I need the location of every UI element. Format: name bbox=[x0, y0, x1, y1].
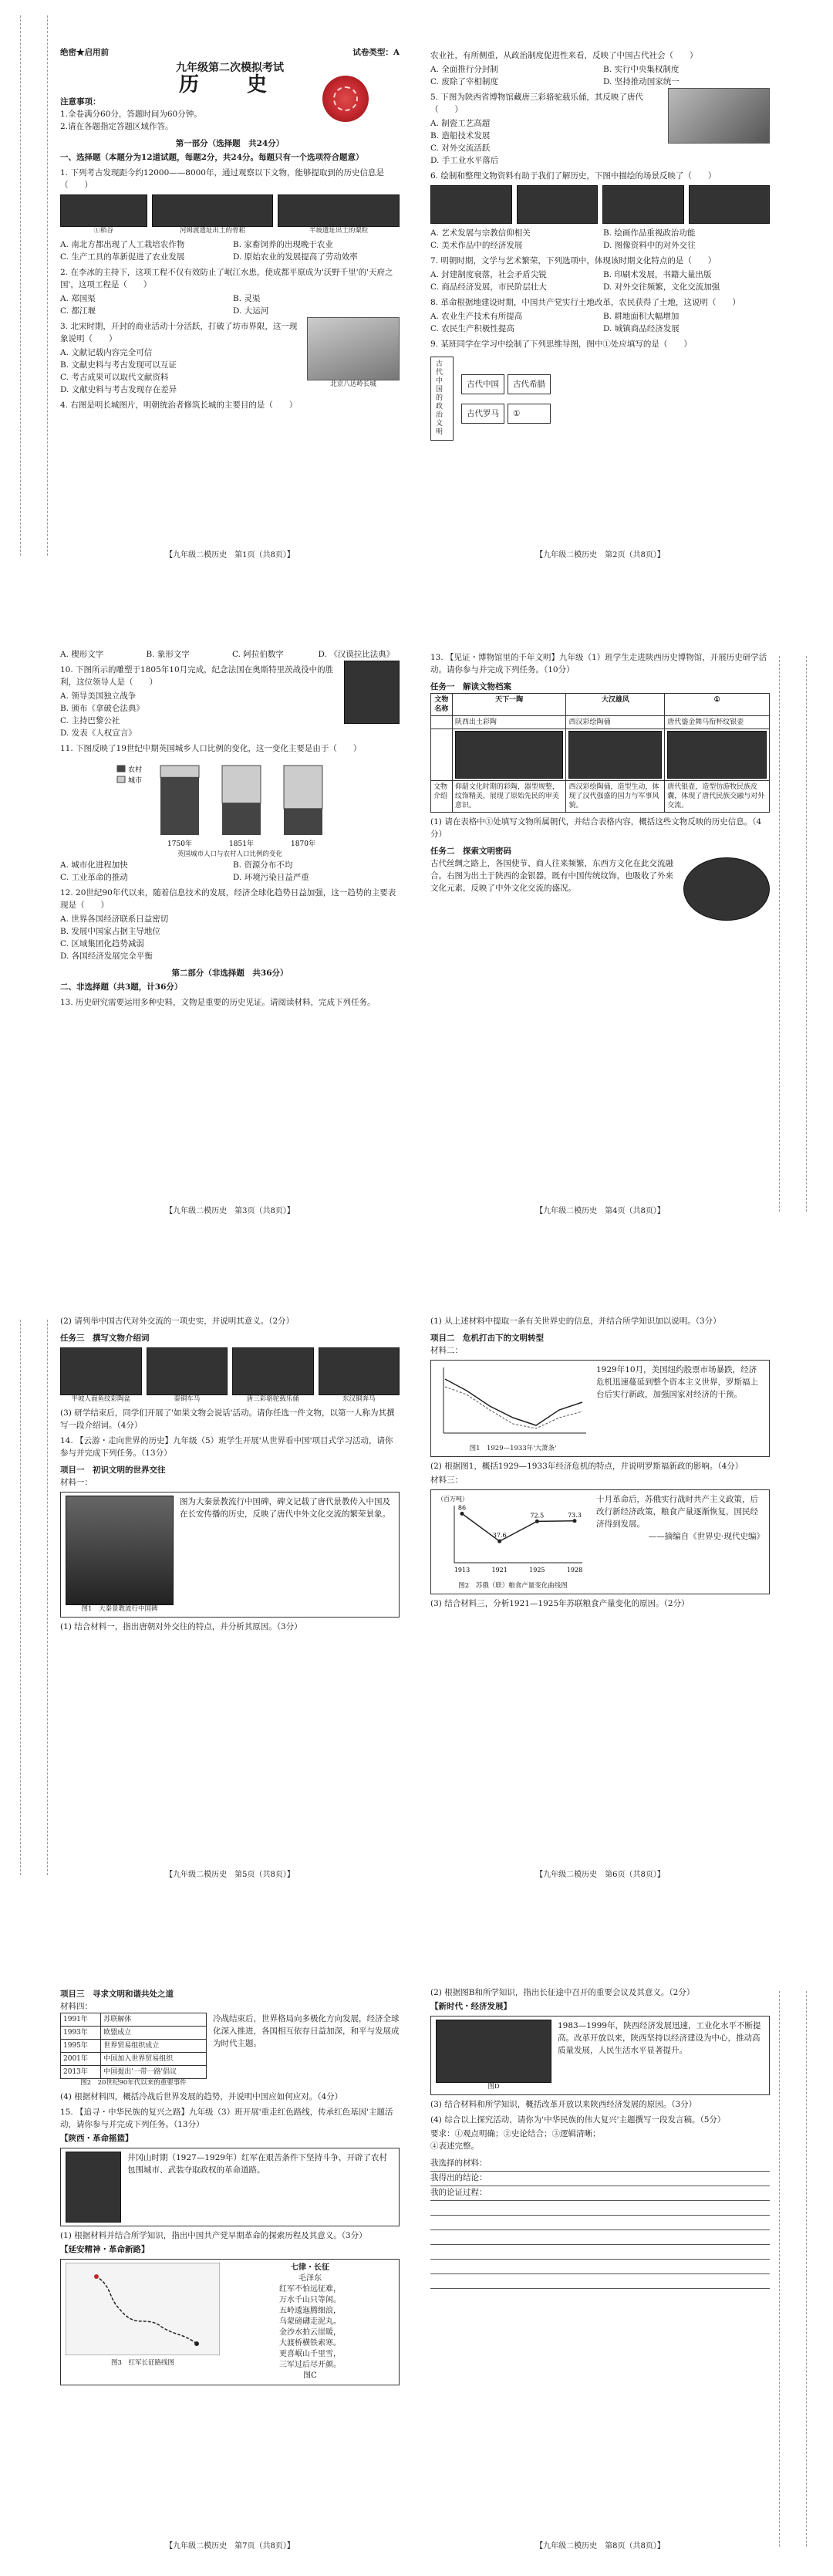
question-3: 3. 北宋时期，开封的商业活动十分活跃，打破了坊市界限，这一现象说明（ ） bbox=[60, 322, 298, 343]
answer-line[interactable]: 我选择的材料： bbox=[430, 2157, 770, 2172]
mind-map-center: 古代中国的政治文明 bbox=[430, 357, 454, 441]
rice-grain-image bbox=[60, 194, 147, 227]
option: B. 发展中国家占据主导地位 bbox=[60, 927, 160, 936]
poem-line: 红军不怕远征难， bbox=[279, 2285, 341, 2294]
y-axis-label: （百万吨） bbox=[437, 1496, 468, 1503]
material-source: ——摘编自《世界史·现代史编》 bbox=[648, 1532, 764, 1541]
material-box bbox=[430, 1489, 770, 1594]
answer-lines bbox=[430, 2157, 770, 2289]
question-14: 14. 【云游・走向世界的历史】九年级（5）班学生开展'从世界看中国'项目式学习活动，请你参与并完成下列任务。（13分） bbox=[60, 1436, 393, 1458]
question-10: 10. 下图所示的雕塑于1805年10月完成，纪念法国在奥斯特里茨战役中的胜利，这位领导人是（ ） bbox=[60, 665, 334, 687]
table-cell: 中国加入世界贸易组织 bbox=[101, 2053, 207, 2066]
material-box bbox=[60, 2259, 400, 2385]
option: A. 领导美国独立战争 bbox=[60, 691, 137, 701]
figure-caption: 图1 大秦景教流行中国碑 bbox=[81, 1605, 158, 1613]
option: C. 工业革命的推动 bbox=[60, 873, 128, 882]
grain-point bbox=[535, 1520, 539, 1523]
poem-line: 更喜岷山千里雪， bbox=[279, 2350, 341, 2358]
legend-label: 城市 bbox=[128, 777, 143, 785]
mural-image bbox=[517, 185, 599, 224]
poem-line: 万水千山只等闲。 bbox=[279, 2296, 341, 2304]
question-4-continued: 农业社，有所侧重，从政治制度促进性来看，反映了中国古代社会（ ） bbox=[430, 51, 698, 60]
artifact-image bbox=[667, 731, 767, 779]
poem-line: 大渡桥横铁索寒。 bbox=[279, 2339, 341, 2348]
table-cell: 唐代鎏金舞马衔杯纹银壶 bbox=[665, 716, 770, 729]
option: C. 都江堰 bbox=[60, 306, 96, 316]
exam-sheet-3 bbox=[0, 1304, 833, 1891]
grain-point bbox=[497, 1540, 501, 1543]
table-cell bbox=[431, 716, 453, 729]
question-13-3: (3) 研学结束后，同学们开展了'如果文物会说话'活动。请你任选一件文物，以第一人称为其撰写一段介绍词。（4分） bbox=[60, 1408, 395, 1430]
question-13-1: (1) 请在表格中①处填写文物所属朝代，并结合表格内容，概括这些文物反映的历史信息。（4分） bbox=[430, 817, 762, 839]
city-bar bbox=[222, 766, 261, 803]
option: A. 南北方都出现了人工栽培农作物 bbox=[60, 240, 185, 249]
artifact-table bbox=[430, 693, 770, 813]
page-1 bbox=[60, 46, 400, 571]
poem-line: 五岭逶迤腾细浪， bbox=[279, 2307, 341, 2315]
material-text: 井冈山时期（1927—1929年）红军在艰苦条件下坚持斗争，开辟了农村包围城市、武装夺取政权的革命道路。 bbox=[127, 2153, 387, 2175]
part2-title: 第二部分（非选择题 共36分） bbox=[171, 969, 288, 978]
artifact-image bbox=[319, 1347, 400, 1395]
page-footer: 【九年级二模历史 第7页（共8页）】 bbox=[165, 2542, 295, 2551]
poem-line: 三军过后尽开颜。 bbox=[279, 2361, 341, 2369]
table-cell: 2001年 bbox=[61, 2053, 101, 2066]
city-bar bbox=[160, 766, 199, 777]
option: D. 发表《人权宣言》 bbox=[60, 729, 137, 738]
page-footer: 【九年级二模历史 第3页（共8页）】 bbox=[165, 1207, 295, 1215]
rural-bar bbox=[222, 803, 261, 835]
requirement-text: ④表述完整。 bbox=[430, 2142, 479, 2151]
question-15-2: (2) 根据图B和所学知识，指出长征途中召开的重要会议及其意义。（2分） bbox=[430, 1988, 695, 1997]
table-row bbox=[61, 2040, 207, 2053]
x-tick-label: 1928 bbox=[566, 1567, 583, 1574]
rural-bar bbox=[284, 809, 322, 835]
question-14-2: (2) 根据图1，概括1929—1933年经济危机的特点，并说明罗斯福新政的影响。（4分） bbox=[430, 1462, 744, 1471]
option: B. 资源分布不均 bbox=[233, 860, 293, 870]
question-15: 15. 【追寻・中华民族的复兴之路】九年级（3）班开展'重走红色路线，传承红色基因'主题活动，请你参与并完成下列任务。（13分） bbox=[60, 2108, 393, 2129]
option: C. 商品经济发展，市民阶层壮大 bbox=[430, 282, 547, 292]
data-label: 37.6 bbox=[492, 1532, 507, 1540]
table-row bbox=[61, 2027, 207, 2040]
question-12: 12. 20世纪90年代以来，随着信息技术的发展，经济全球化趋势日益加强，这一趋势的主要表现是（ ） bbox=[60, 888, 396, 910]
option: B. 家畜饲养的出现晚于农业 bbox=[233, 240, 333, 249]
question-11: 11. 下图反映了19世纪中期英国城乡人口比例的变化，这一变化主要是由于（ ） bbox=[60, 744, 362, 753]
option: A. 城市化进程加快 bbox=[60, 860, 128, 870]
option: D. 文献史料与考古发现存在差异 bbox=[60, 385, 177, 394]
material-label: 材料四： bbox=[60, 2002, 93, 2011]
option: C. 农民生产积极性提高 bbox=[430, 324, 514, 333]
figure-caption: 半坡人面鱼纹彩陶盆 bbox=[71, 1395, 130, 1403]
option: A. 封建制度衰落，社会矛盾尖锐 bbox=[430, 270, 547, 279]
gold-coin-image bbox=[683, 857, 770, 921]
x-tick-label: 1921 bbox=[491, 1567, 508, 1574]
material-box bbox=[430, 1360, 770, 1457]
answer-line[interactable] bbox=[430, 2201, 770, 2216]
table-cell: 仰韶文化时期的彩陶，器型规整，纹饰精美，展现了原始先民的审美意识。 bbox=[452, 781, 566, 813]
statue-image bbox=[344, 661, 400, 724]
binding-strip bbox=[779, 656, 807, 1212]
option: A. 农业生产技术有所提高 bbox=[430, 312, 523, 321]
option: C. 阿拉伯数字 bbox=[232, 650, 284, 659]
option: C. 考古成果可以取代文献资料 bbox=[60, 373, 169, 382]
page-footer: 【九年级二模历史 第2页（共8页）】 bbox=[535, 551, 665, 559]
option: B. 颁布《拿破仑法典》 bbox=[60, 704, 144, 713]
page-6 bbox=[430, 1312, 770, 1891]
artifact-image bbox=[568, 731, 662, 779]
answer-line[interactable] bbox=[430, 2260, 770, 2274]
legend-swatch bbox=[117, 776, 125, 783]
question-9: 9. 某班同学在学习中绘制了下列思维导图，图中①处应填写的是（ ） bbox=[430, 340, 692, 349]
artifact-image bbox=[232, 1347, 314, 1395]
material-text: 冷战结束后，世界格局向多极化方向发展，经济全球化深入推进，各国相互依存日益加深，和平与发展成为时代主题。 bbox=[213, 2014, 400, 2048]
page-2 bbox=[430, 46, 770, 571]
project-2-title: 项目二 危机打击下的文明转型 bbox=[430, 1334, 544, 1343]
option: B. 文献史料与考古发现可以互证 bbox=[60, 360, 177, 370]
material-text: 十月革命后，苏俄实行战时共产主义政策，后改行新经济政策，粮食产量逐渐恢复，国民经济得到发展。 bbox=[596, 1495, 758, 1529]
data-label: 86 bbox=[457, 1504, 467, 1512]
option: D. 《汉谟拉比法典》 bbox=[318, 650, 395, 659]
figure-caption: 图3 红军长征路线图 bbox=[111, 2359, 174, 2367]
millet-image bbox=[278, 194, 400, 227]
table-cell: 西汉彩绘陶俑，造型生动，体现了汉代强盛的国力与军事风貌。 bbox=[566, 781, 665, 813]
task-3-title: 任务三 撰写文物介绍词 bbox=[60, 1334, 150, 1343]
page-footer: 【九年级二模历史 第1页（共8页）】 bbox=[165, 551, 295, 559]
mural-image bbox=[602, 185, 684, 224]
section-tag: 【新时代・经济发展】 bbox=[430, 2002, 511, 2011]
material-box bbox=[430, 2016, 770, 2095]
option: A. 楔形文字 bbox=[60, 650, 104, 659]
grain-series-line bbox=[462, 1513, 575, 1541]
table-row bbox=[61, 2066, 207, 2079]
answer-line[interactable] bbox=[430, 2274, 770, 2289]
option: B. 印刷术发展，书籍大量出版 bbox=[603, 270, 712, 279]
stele-image bbox=[66, 1496, 174, 1605]
table-cell bbox=[566, 729, 665, 781]
question-2: 2. 在李冰的主持下，这项工程不仅有效防止了岷江水患，使成都平原成为'沃野千里'的'天府之国'，这项工程是（ ） bbox=[60, 268, 393, 289]
secret-label: 绝密★启用前 bbox=[60, 48, 109, 57]
material-box bbox=[60, 1492, 400, 1618]
artifact-image bbox=[147, 1347, 228, 1395]
material-box bbox=[60, 2148, 400, 2226]
figure-caption: 图2 苏俄（联）粮食产量变化曲线图 bbox=[458, 1582, 568, 1590]
question-13-intro: 13. 历史研究需要运用多种史料，文物是重要的历史见证。请阅读材料，完成下列任务。 bbox=[60, 998, 376, 1007]
section1-title: 一、选择题（本题分为12道试题，每题2分，共24分。每题只有一个选项符合题意） bbox=[60, 153, 364, 162]
population-chart bbox=[114, 758, 346, 850]
great-wall-image bbox=[307, 317, 400, 380]
page-footer: 【九年级二模历史 第5页（共8页）】 bbox=[165, 1871, 295, 1879]
question-14-4: (4) 根据材料四，概括冷战后世界发展的趋势，并说明中国应如何应对。（4分） bbox=[60, 2092, 343, 2101]
table-cell bbox=[431, 729, 453, 781]
exam-sheet-1 bbox=[0, 0, 833, 571]
legend-label: 农村 bbox=[128, 766, 143, 774]
poem-line: 乌蒙磅礴走泥丸。 bbox=[279, 2317, 341, 2326]
material-text: 1983—1999年，陕西经济发展迅速，工业化水平不断提高。改革开放以来，陕西坚持以经济建设为中心，推动高质量发展，人民生活水平显著提升。 bbox=[558, 2021, 761, 2055]
option: A. 郑国渠 bbox=[60, 294, 96, 303]
table-cell: 陕西出土彩陶 bbox=[452, 716, 566, 729]
table-caption: 图2 20世纪90年代以来的重要事件 bbox=[80, 2079, 187, 2087]
mind-map-node: 古代希腊 bbox=[508, 374, 551, 394]
option: C. 区域集团化趋势减弱 bbox=[60, 939, 144, 948]
answer-line[interactable]: 我的论证过程： bbox=[430, 2186, 770, 2201]
figure-caption: 图1 1929—1933年'大萧条' bbox=[469, 1445, 557, 1452]
chart-title: 英国城市人口与农村人口比例的变化 bbox=[177, 850, 282, 858]
artifact-image bbox=[455, 731, 564, 779]
option: A. 世界各国经济联系日益密切 bbox=[60, 914, 169, 924]
data-label: 72.5 bbox=[530, 1512, 545, 1520]
page-footer: 【九年级二模历史 第4页（共8页）】 bbox=[535, 1207, 665, 1215]
grain-point bbox=[460, 1512, 464, 1516]
mural-image bbox=[689, 185, 771, 224]
question-1: 1. 下列考古发现距今约12000——8000年，通过观察以下文物，能够提取到的历史信息是（ ） bbox=[60, 168, 384, 190]
figure-caption: 东汉铜奔马 bbox=[342, 1395, 376, 1403]
question-13: 13. 【见证・博物馆里的千年文明】九年级（1）班学生走进陕西历史博物馆，开展历史研学活动。请你参与并完成下列任务。（10分） bbox=[430, 653, 767, 674]
exam-sheet-4 bbox=[0, 1976, 833, 2562]
red-seal-stamp bbox=[322, 76, 369, 122]
option: A. 全面推行分封制 bbox=[430, 65, 498, 74]
x-tick-label: 1925 bbox=[529, 1567, 545, 1574]
figure-caption: 北京八达岭长城 bbox=[330, 380, 376, 388]
figure-caption: ①稻谷 bbox=[93, 227, 114, 235]
table-cell: 1993年 bbox=[61, 2027, 101, 2040]
page-4 bbox=[430, 648, 770, 1227]
table-header: ① bbox=[665, 694, 770, 716]
x-tick-label: 1851年 bbox=[229, 840, 254, 848]
answer-line[interactable]: 我得出的结论： bbox=[430, 2172, 770, 2186]
table-cell: 2013年 bbox=[61, 2066, 101, 2079]
exam-subject: 历 史 bbox=[178, 73, 281, 96]
factory-image bbox=[436, 2020, 551, 2083]
table-cell: 1991年 bbox=[61, 2013, 101, 2027]
table-header: 大汉雄风 bbox=[566, 694, 665, 716]
table-cell: 西汉彩绘陶俑 bbox=[566, 716, 665, 729]
data-label: 73.3 bbox=[568, 1511, 582, 1519]
mind-map-node: 古代中国 bbox=[461, 374, 504, 394]
section-tag: 【延安精神・革命新路】 bbox=[60, 2245, 150, 2254]
depression-line-chart bbox=[436, 1364, 590, 1441]
option: B. 造船技术发展 bbox=[430, 131, 491, 140]
table-cell: 1995年 bbox=[61, 2040, 101, 2053]
option: D. 各国经济发展完全平衡 bbox=[60, 952, 153, 961]
option: C. 对外交流活跃 bbox=[430, 144, 491, 153]
table-cell: 中国提出'一带一路'倡议 bbox=[101, 2066, 207, 2079]
option: D. 城镇商品经济发展 bbox=[603, 324, 680, 333]
figure-caption: 图C bbox=[303, 2371, 317, 2380]
figure-caption: 秦铜车马 bbox=[174, 1395, 201, 1403]
option: C. 主持巴黎公社 bbox=[60, 716, 120, 725]
option: D. 对外交往频繁，文化交流加强 bbox=[603, 282, 720, 292]
page-8 bbox=[430, 1983, 770, 2562]
answer-line[interactable] bbox=[430, 2245, 770, 2260]
option: C. 生产工具的革新促进了农业发展 bbox=[60, 252, 185, 262]
figure-caption: 唐三彩骆驼载乐俑 bbox=[246, 1395, 299, 1403]
question-15-3: (3) 结合材料和所学知识，概括改革开放以来陕西经济发展的原因。（3分） bbox=[430, 2100, 697, 2109]
option: A. 制瓷工艺高超 bbox=[430, 119, 491, 128]
portrait-image bbox=[66, 2152, 121, 2223]
option: A. 文献记载内容完全可信 bbox=[60, 348, 153, 357]
requirement-text: 要求：①观点明确；②史论结合；③逻辑清晰； bbox=[430, 2129, 601, 2138]
table-cell: 苏联解体 bbox=[101, 2013, 207, 2027]
bone-tool-image bbox=[152, 194, 274, 227]
page-footer: 【九年级二模历史 第8页（共8页）】 bbox=[535, 2542, 665, 2551]
mind-map-node: 古代罗马 bbox=[461, 404, 504, 424]
table-cell bbox=[452, 729, 566, 781]
chart-axes bbox=[454, 1506, 582, 1563]
table-header: 天下一陶 bbox=[452, 694, 566, 716]
material-text: 图为大秦景教流行中国碑，碑文记载了唐代景教传入中国及在长安传播的历史，反映了唐代中外文化交流的繁荣景象。 bbox=[180, 1497, 390, 1519]
option: D. 手工业水平落后 bbox=[430, 156, 499, 165]
option: D. 大运河 bbox=[233, 306, 269, 316]
events-table bbox=[60, 2013, 207, 2079]
table-cell: 唐代银壶，造型仿游牧民族皮囊，体现了唐代民族交融与对外交流。 bbox=[665, 781, 770, 813]
city-bar bbox=[284, 766, 322, 809]
figure-caption: 半坡遗址出土的粟粒 bbox=[309, 227, 369, 235]
material-text: 1929年10月，美国纽约股票市场暴跌，经济危机迅速蔓延到整个资本主义世界，罗斯福上台后实行新政，加强国家对经济的干预。 bbox=[596, 1365, 758, 1399]
material-label: 材料一： bbox=[60, 1478, 93, 1487]
option: D. 原始农业的发展提高了劳动效率 bbox=[233, 252, 358, 262]
camel-figurine-image bbox=[668, 88, 770, 144]
binding-strip bbox=[20, 1320, 48, 1875]
material-label: 材料二： bbox=[430, 1346, 463, 1355]
long-march-map bbox=[66, 2263, 220, 2355]
question-6: 6. 绘制和整理文物资料有助于我们了解历史，下图中描绘的场景反映了（ ） bbox=[430, 171, 717, 181]
question-7: 7. 明朝时期，文学与艺术繁荣，下列选项中，体现该时期文化特点的是（ ） bbox=[430, 256, 717, 265]
exam-title: 九年级第二次模拟考试 bbox=[176, 62, 284, 74]
option: D. 图像资料中的对外交往 bbox=[603, 241, 696, 250]
option: B. 象形文字 bbox=[146, 650, 190, 659]
grain-output-chart bbox=[436, 1493, 590, 1578]
option: C. 美术作品中的经济发展 bbox=[430, 241, 523, 250]
question-15-1: (1) 根据材料并结合所学知识，指出中国共产党早期革命的探索历程及其意义。（3分） bbox=[60, 2231, 367, 2240]
part1-title: 第一部分（选择题 共24分） bbox=[175, 139, 285, 148]
figure-caption: 河姆渡遗址出土的骨耜 bbox=[179, 227, 245, 235]
poem-line: 金沙水拍云崖暖， bbox=[279, 2328, 341, 2337]
note-item: 2.请在各题指定答题区域作答。 bbox=[60, 122, 174, 131]
table-row bbox=[61, 2053, 207, 2066]
x-tick-label: 1870年 bbox=[291, 840, 315, 848]
artifact-image bbox=[60, 1347, 142, 1395]
figure-caption: 图D bbox=[487, 2083, 500, 2091]
page-3 bbox=[60, 648, 400, 1227]
question-14-continued: (1) 从上述材料中提取一条有关世界史的信息，并结合所学知识加以说明。（3分） bbox=[430, 1317, 721, 1326]
x-tick-label: 1750年 bbox=[167, 840, 192, 848]
rural-bar bbox=[160, 777, 199, 835]
question-14-3: (3) 结合材料三，分析1921—1925年苏联粮食产量变化的原因。（2分） bbox=[430, 1599, 690, 1608]
poem-author: 毛泽东 bbox=[298, 2274, 322, 2283]
task-1-title: 任务一 解读文物档案 bbox=[430, 682, 511, 691]
task2-text: 古代丝绸之路上，各国使节、商人往来频繁，东西方文化在此交流融合。右图为出土于陕西的金银器，既有中国传统纹饰，也吸收了外来文化元素，反映了中外文化交流的盛况。 bbox=[430, 859, 673, 893]
page-5 bbox=[60, 1312, 400, 1891]
exam-type-label: 试卷类型：A bbox=[352, 48, 400, 57]
task-2-title: 任务二 探索文明密码 bbox=[430, 847, 511, 856]
question-5: 5. 下图为陕西省博物馆藏唐三彩骆驼载乐俑，其反映了唐代（ ） bbox=[430, 93, 643, 114]
page-footer: 【九年级二模历史 第6页（共8页）】 bbox=[535, 1871, 665, 1879]
poem-title: 七律・长征 bbox=[291, 2263, 329, 2272]
section-tag: 【陕西・革命摇篮】 bbox=[60, 2134, 133, 2143]
option: D. 坚持推动国家统一 bbox=[603, 77, 680, 86]
section2-title: 二、非选择题（共3题，计36分） bbox=[60, 982, 183, 992]
mind-map bbox=[430, 353, 770, 444]
table-header: 文物名称 bbox=[431, 694, 453, 716]
option: B. 实行中央集权制度 bbox=[603, 65, 680, 74]
binding-strip bbox=[779, 1991, 807, 2547]
option: B. 绘画作品重视政治功能 bbox=[603, 228, 696, 238]
notes-title: 注意事项： bbox=[60, 97, 101, 106]
question-4: 4. 右图是明长城图片，明朝统治者修筑长城的主要目的是（ ） bbox=[60, 401, 298, 410]
page-7 bbox=[60, 1983, 400, 2562]
table-cell: 世界贸易组织成立 bbox=[101, 2040, 207, 2053]
answer-line[interactable] bbox=[430, 2216, 770, 2230]
option: B. 灵渠 bbox=[233, 294, 261, 303]
option: B. 耕地面积大幅增加 bbox=[603, 312, 680, 321]
question-15-4: (4) 综合以上探究活动，请你为'中华民族的伟大复兴'主题撰写一段发言稿。（5分） bbox=[430, 2115, 726, 2125]
option: C. 废除了宰相制度 bbox=[430, 77, 498, 86]
option: D. 环境污染日益严重 bbox=[233, 873, 309, 882]
question-13-2: (2) 请列举中国古代对外交流的一项史实，并说明其意义。（2分） bbox=[60, 1317, 295, 1326]
binding-strip bbox=[20, 15, 48, 556]
material-label: 材料三： bbox=[430, 1476, 463, 1485]
project-3-title: 项目三 寻求文明和谐共处之道 bbox=[60, 1989, 174, 1999]
exam-sheet-2 bbox=[0, 641, 833, 1227]
mural-image bbox=[430, 185, 512, 224]
project-1-title: 项目一 初识文明的世界交往 bbox=[60, 1465, 166, 1475]
question-8: 8. 革命根据地建设时期，中国共产党实行土地改革，农民获得了土地，这说明（ ） bbox=[430, 298, 740, 307]
option: A. 艺术发展与宗教信仰相关 bbox=[430, 228, 531, 238]
table-cell: 欧盟成立 bbox=[101, 2027, 207, 2040]
answer-line[interactable] bbox=[430, 2230, 770, 2245]
note-item: 1.全卷满分60分，答题时间为60分钟。 bbox=[60, 110, 202, 119]
table-cell bbox=[665, 729, 770, 781]
grain-point bbox=[573, 1519, 577, 1523]
x-tick-label: 1913 bbox=[454, 1567, 470, 1574]
legend-swatch bbox=[117, 766, 125, 772]
table-row-label: 文物介绍 bbox=[431, 781, 453, 813]
mind-map-node: ① bbox=[508, 404, 551, 424]
question-14-1: (1) 结合材料一，指出唐朝对外交往的特点，并分析其原因。（3分） bbox=[60, 1622, 302, 1631]
table-row bbox=[61, 2013, 207, 2027]
